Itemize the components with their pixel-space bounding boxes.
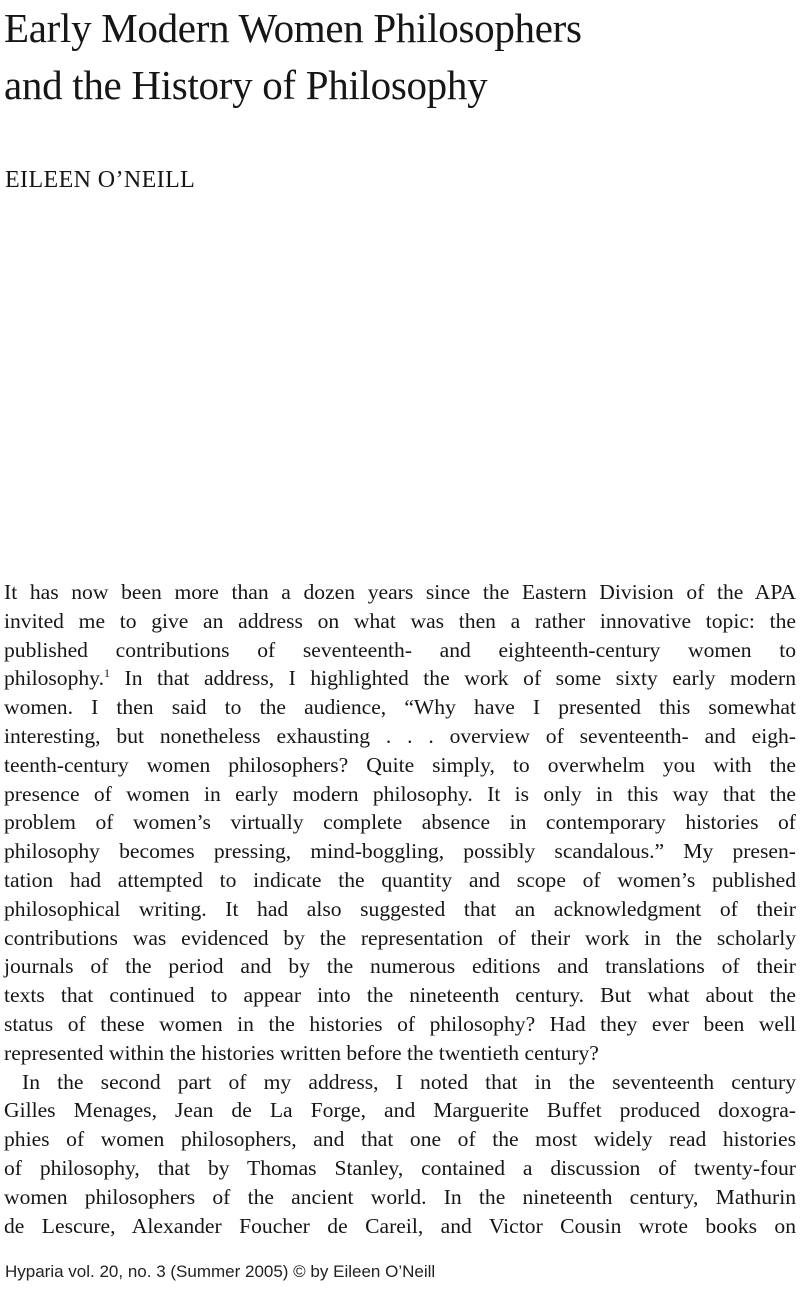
journal-citation: Hyparia vol. 20, no. 3 (Summer 2005) © by Eileen O’Neill [5,1262,436,1281]
text-line: phies of women philosophers, and that one of the most widely read histories [4,1127,796,1152]
text-line: In the second part of my address, I noted that in the seventeenth century [22,1069,796,1094]
text-line: invited me to give an address on what was then a rather innovative topic: the [4,608,796,633]
title-line: and the History of Philosophy [4,62,488,108]
text-line: presence of women in early modern philosophy. It is only in this way that the [4,781,796,806]
text-line: journals of the period and by the numerous editions and translations of their [4,954,796,979]
text-line: status of these women in the histories of philosophy? Had they ever been well [4,1011,796,1036]
text-line: philosophy becomes pressing, mind-boggling, possibly scandalous.” My presen- [4,839,796,864]
footnote-marker[interactable]: 1 [103,666,110,681]
text-segment: In that address, I highlighted the work of some sixty early modern [109,666,796,691]
article-body [4,578,796,1240]
text-line: represented within the histories written before the twentieth century? [4,1040,599,1065]
text-line: interesting, but nonetheless exhausting . . . overview of seventeenth- and eigh- [4,723,796,748]
text-line: published contributions of seventeenth- and eighteenth-century women to [4,637,796,662]
article-title [4,0,794,114]
text-line: contributions was evidenced by the representation of their work in the scholarly [4,925,796,950]
text-line: Gilles Menages, Jean de La Forge, and Marguerite Buffet produced doxogra- [4,1098,796,1123]
text-line: philosophical writing. It had also suggested that an acknowledgment of their [4,896,796,921]
text-segment: philosophy. [4,666,104,691]
text-line: women. I then said to the audience, “Why have I presented this somewhat [4,695,796,720]
text-line: de Lescure, Alexander Foucher de Careil, and Victor Cousin wrote books on [4,1213,796,1238]
text-line: problem of women’s virtually complete absence in contemporary histories of [4,810,796,835]
text-line: texts that continued to appear into the nineteenth century. But what about the [4,983,796,1008]
text-line: tation had attempted to indicate the quantity and scope of women’s published [4,867,796,892]
text-line: teenth-century women philosophers? Quite simply, to overwhelm you with the [4,752,796,777]
text-line: It has now been more than a dozen years since the Eastern Division of the APA [4,580,796,604]
author-name: EILEEN O’NEILL [5,167,196,193]
title-line: Early Modern Women Philosophers [4,5,582,51]
text-line: of philosophy, that by Thomas Stanley, contained a discussion of twenty-four [4,1155,796,1180]
text-line [4,664,796,693]
text-line: women philosophers of the ancient world. In the nineteenth century, Mathurin [4,1184,796,1209]
